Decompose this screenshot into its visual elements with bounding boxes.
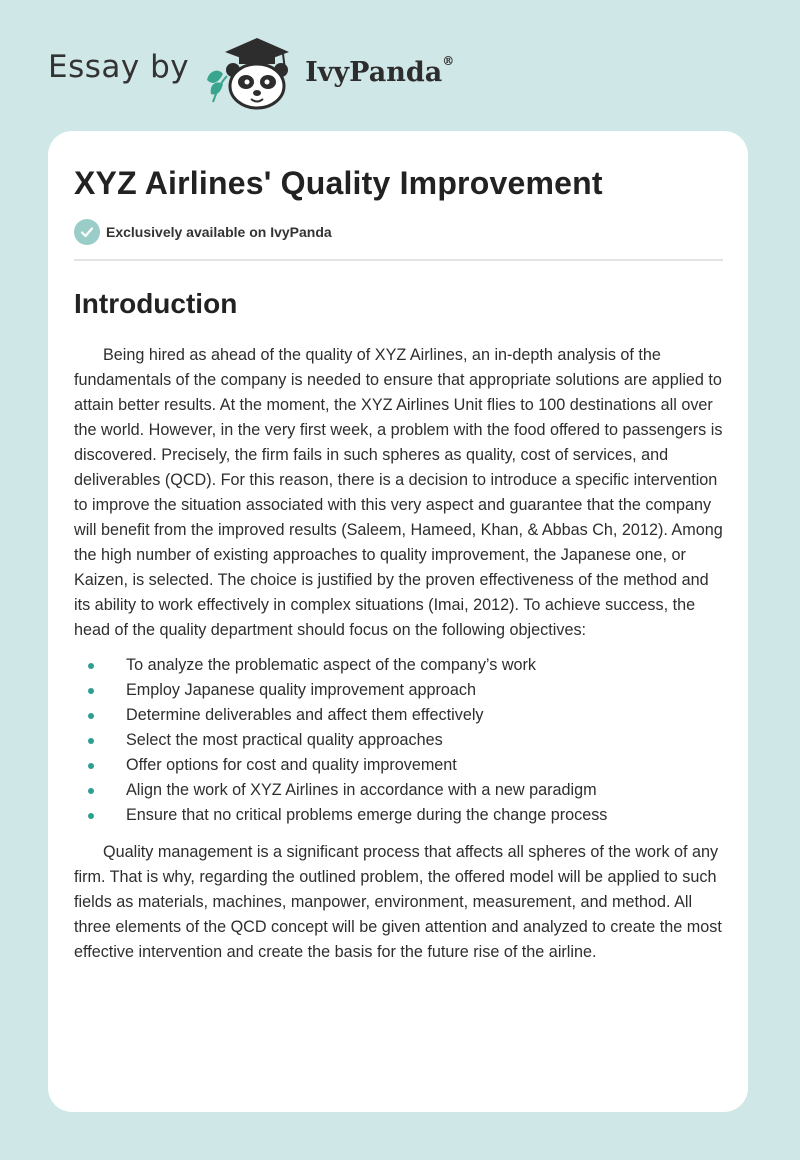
exclusive-badge [74, 219, 723, 245]
closing-paragraph: Quality management is a significant process that affects all spheres of the work of any firm. That is why, regarding the outlined problem, the offered model will be applied to such fields as materials, machines, manpower, environment, measurement, and method. All three elements of the QCD concept will be given attention and analyzed to create the most effective intervention and create the basis for the future rise of the airline. [74, 843, 722, 961]
section-heading: Introduction [74, 288, 238, 319]
essay-card [48, 131, 748, 1112]
list-item: Align the work of XYZ Airlines in accordance with a new paradigm [74, 778, 723, 803]
brand-name: IvyPanda® [305, 53, 455, 88]
panda-graduate-logo-icon[interactable] [203, 30, 299, 110]
objectives-list [74, 653, 723, 828]
divider [74, 259, 723, 261]
check-circle-icon [74, 219, 100, 245]
list-item: To analyze the problematic aspect of the company’s work [74, 653, 723, 678]
badge-text: Exclusively available on IvyPanda [106, 224, 332, 240]
brand-prefix: Essay by [48, 49, 190, 85]
list-item: Offer options for cost and quality improvement [74, 753, 723, 778]
page-title: XYZ Airlines' Quality Improvement [74, 165, 603, 201]
list-item: Ensure that no critical problems emerge during the change process [74, 803, 723, 828]
list-item: Employ Japanese quality improvement approach [74, 678, 723, 703]
registered-mark: ® [442, 53, 455, 68]
list-item: Determine deliverables and affect them effectively [74, 703, 723, 728]
list-item: Select the most practical quality approaches [74, 728, 723, 753]
intro-paragraph: Being hired as ahead of the quality of XYZ Airlines, an in-depth analysis of the fundamentals of the company is needed to ensure that appropriate solutions are applied to attain better results. At the moment, the XYZ Airlines Unit flies to 100 destinations all over the world. However, in the very first week, a problem with the food offered to passengers is discovered. Precisely, the firm fails in such spheres as quality, cost of services, and deliverables (QCD). For this reason, there is a decision to introduce a specific intervention to improve the situation associated with this very aspect and guarantee that the company will benefit from the improved results (Saleem, Hameed, Khan, & Abbas Ch, 2012). Among the high number of existing approaches to quality improvement, the Japanese one, or Kaizen, is selected. The choice is justified by the proven effectiveness of the method and its ability to work effectively in complex situations (Imai, 2012). To achieve success, the head of the quality department should focus on the following objectives: [74, 346, 723, 639]
brand-header [48, 30, 454, 110]
